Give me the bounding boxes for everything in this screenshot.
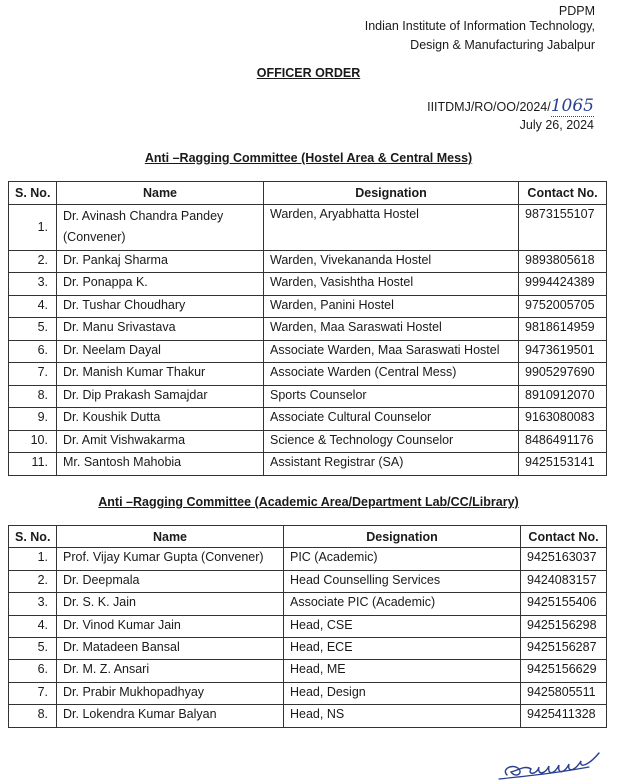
table-row <box>9 363 607 386</box>
cell-name: Dr. Prabir Mukhopadhyay <box>57 682 284 704</box>
table-row <box>9 593 607 615</box>
cell-designation: Head, ME <box>284 660 521 682</box>
cell-contact: 9425155406 <box>521 593 607 615</box>
cell-sno: 2. <box>9 570 57 592</box>
cell-sno: 6. <box>9 340 57 363</box>
table-row <box>9 318 607 341</box>
col-header-name: Name <box>57 526 284 548</box>
cell-name: Dr. Pankaj Sharma <box>57 250 264 273</box>
table-row <box>9 204 607 250</box>
col-header-designation: Designation <box>264 182 519 205</box>
table-row <box>9 385 607 408</box>
table-row <box>9 295 607 318</box>
cell-designation: Head, ECE <box>284 637 521 659</box>
cell-sno: 2. <box>9 250 57 273</box>
cell-contact: 9425156629 <box>521 660 607 682</box>
cell-designation: Head, NS <box>284 705 521 727</box>
table-row <box>9 570 607 592</box>
col-header-contact: Contact No. <box>521 526 607 548</box>
cell-contact: 9425156287 <box>521 637 607 659</box>
committee-2-title: Anti –Ragging Committee (Academic Area/Department Lab/CC/Library) <box>98 495 519 509</box>
cell-designation: Head, Design <box>284 682 521 704</box>
table-row <box>9 637 607 659</box>
org-code: PDPM <box>558 4 595 18</box>
cell-sno: 7. <box>9 363 57 386</box>
cell-name: Prof. Vijay Kumar Gupta (Convener) <box>57 548 284 570</box>
cell-name: Dr. Tushar Choudhary <box>57 295 264 318</box>
order-reference-number: 1065 <box>550 96 594 116</box>
cell-contact: 9473619501 <box>519 340 607 363</box>
cell-designation: PIC (Academic) <box>284 548 521 570</box>
cell-sno: 8. <box>9 705 57 727</box>
committee-1-table <box>8 181 607 476</box>
cell-name: Dr. Amit Vishwakarma <box>57 430 264 453</box>
col-header-sno: S. No. <box>9 182 57 205</box>
cell-sno: 4. <box>9 615 57 637</box>
cell-name: Dr. Vinod Kumar Jain <box>57 615 284 637</box>
order-reference-prefix: IIITDMJ/RO/OO/2024/ <box>427 100 551 114</box>
cell-contact: 9752005705 <box>519 295 607 318</box>
cell-contact: 9425153141 <box>519 453 607 476</box>
institute-line-1: Indian Institute of Information Technology, <box>364 19 595 33</box>
cell-sno: 11. <box>9 453 57 476</box>
cell-name: Dr. S. K. Jain <box>57 593 284 615</box>
cell-contact: 9425805511 <box>521 682 607 704</box>
cell-contact: 8910912070 <box>519 385 607 408</box>
cell-sno: 8. <box>9 385 57 408</box>
cell-designation: Warden, Vivekananda Hostel <box>264 250 519 273</box>
cell-contact: 9163080083 <box>519 408 607 431</box>
cell-designation: Associate Warden, Maa Saraswati Hostel <box>264 340 519 363</box>
cell-name: Dr. Avinash Chandra Pandey (Convener) <box>57 204 264 250</box>
handwritten-signature-icon <box>497 745 609 781</box>
cell-contact: 9873155107 <box>519 204 607 250</box>
committee-2-table <box>8 525 607 728</box>
cell-contact: 8486491176 <box>519 430 607 453</box>
order-date: July 26, 2024 <box>519 118 594 132</box>
table-row <box>9 660 607 682</box>
table-row <box>9 453 607 476</box>
col-header-sno: S. No. <box>9 526 57 548</box>
table-row <box>9 430 607 453</box>
cell-name: Dr. M. Z. Ansari <box>57 660 284 682</box>
table-row <box>9 682 607 704</box>
cell-contact: 9818614959 <box>519 318 607 341</box>
col-header-name: Name <box>57 182 264 205</box>
cell-designation: Head, CSE <box>284 615 521 637</box>
cell-designation: Warden, Maa Saraswati Hostel <box>264 318 519 341</box>
cell-contact: 9425163037 <box>521 548 607 570</box>
cell-contact: 9425411328 <box>521 705 607 727</box>
table-row <box>9 548 607 570</box>
institute-name <box>365 17 595 55</box>
cell-designation: Associate Cultural Counselor <box>264 408 519 431</box>
cell-contact: 9425156298 <box>521 615 607 637</box>
cell-sno: 4. <box>9 295 57 318</box>
cell-name: Dr. Dip Prakash Samajdar <box>57 385 264 408</box>
cell-sno: 1. <box>9 204 57 250</box>
col-header-designation: Designation <box>284 526 521 548</box>
cell-name: Dr. Ponappa K. <box>57 273 264 296</box>
cell-name: Dr. Koushik Dutta <box>57 408 264 431</box>
table-row <box>9 615 607 637</box>
cell-sno: 1. <box>9 548 57 570</box>
cell-designation: Head Counselling Services <box>284 570 521 592</box>
cell-sno: 10. <box>9 430 57 453</box>
table-row <box>9 273 607 296</box>
table-row <box>9 705 607 727</box>
cell-designation: Warden, Panini Hostel <box>264 295 519 318</box>
cell-sno: 3. <box>9 593 57 615</box>
cell-designation: Associate Warden (Central Mess) <box>264 363 519 386</box>
cell-contact: 9893805618 <box>519 250 607 273</box>
cell-name: Mr. Santosh Mahobia <box>57 453 264 476</box>
cell-contact: 9905297690 <box>519 363 607 386</box>
institute-line-2: Design & Manufacturing Jabalpur <box>410 38 595 52</box>
cell-designation: Warden, Vasishtha Hostel <box>264 273 519 296</box>
cell-name: Dr. Matadeen Bansal <box>57 637 284 659</box>
cell-sno: 7. <box>9 682 57 704</box>
cell-designation: Assistant Registrar (SA) <box>264 453 519 476</box>
table-row <box>9 340 607 363</box>
cell-name: Dr. Deepmala <box>57 570 284 592</box>
cell-designation: Sports Counselor <box>264 385 519 408</box>
table-header-row <box>9 182 607 205</box>
table-row <box>9 250 607 273</box>
cell-designation: Science & Technology Counselor <box>264 430 519 453</box>
order-title: OFFICER ORDER <box>256 66 361 80</box>
cell-sno: 5. <box>9 637 57 659</box>
cell-designation: Warden, Aryabhatta Hostel <box>264 204 519 250</box>
cell-name: Dr. Manu Srivastava <box>57 318 264 341</box>
order-reference <box>427 96 594 116</box>
col-header-contact: Contact No. <box>519 182 607 205</box>
cell-sno: 5. <box>9 318 57 341</box>
table-header-row <box>9 526 607 548</box>
table-row <box>9 408 607 431</box>
cell-sno: 6. <box>9 660 57 682</box>
cell-name: Dr. Manish Kumar Thakur <box>57 363 264 386</box>
committee-1-title: Anti –Ragging Committee (Hostel Area & Central Mess) <box>144 151 473 165</box>
cell-contact: 9424083157 <box>521 570 607 592</box>
cell-sno: 9. <box>9 408 57 431</box>
cell-sno: 3. <box>9 273 57 296</box>
cell-name: Dr. Lokendra Kumar Balyan <box>57 705 284 727</box>
cell-designation: Associate PIC (Academic) <box>284 593 521 615</box>
cell-contact: 9994424389 <box>519 273 607 296</box>
cell-name: Dr. Neelam Dayal <box>57 340 264 363</box>
